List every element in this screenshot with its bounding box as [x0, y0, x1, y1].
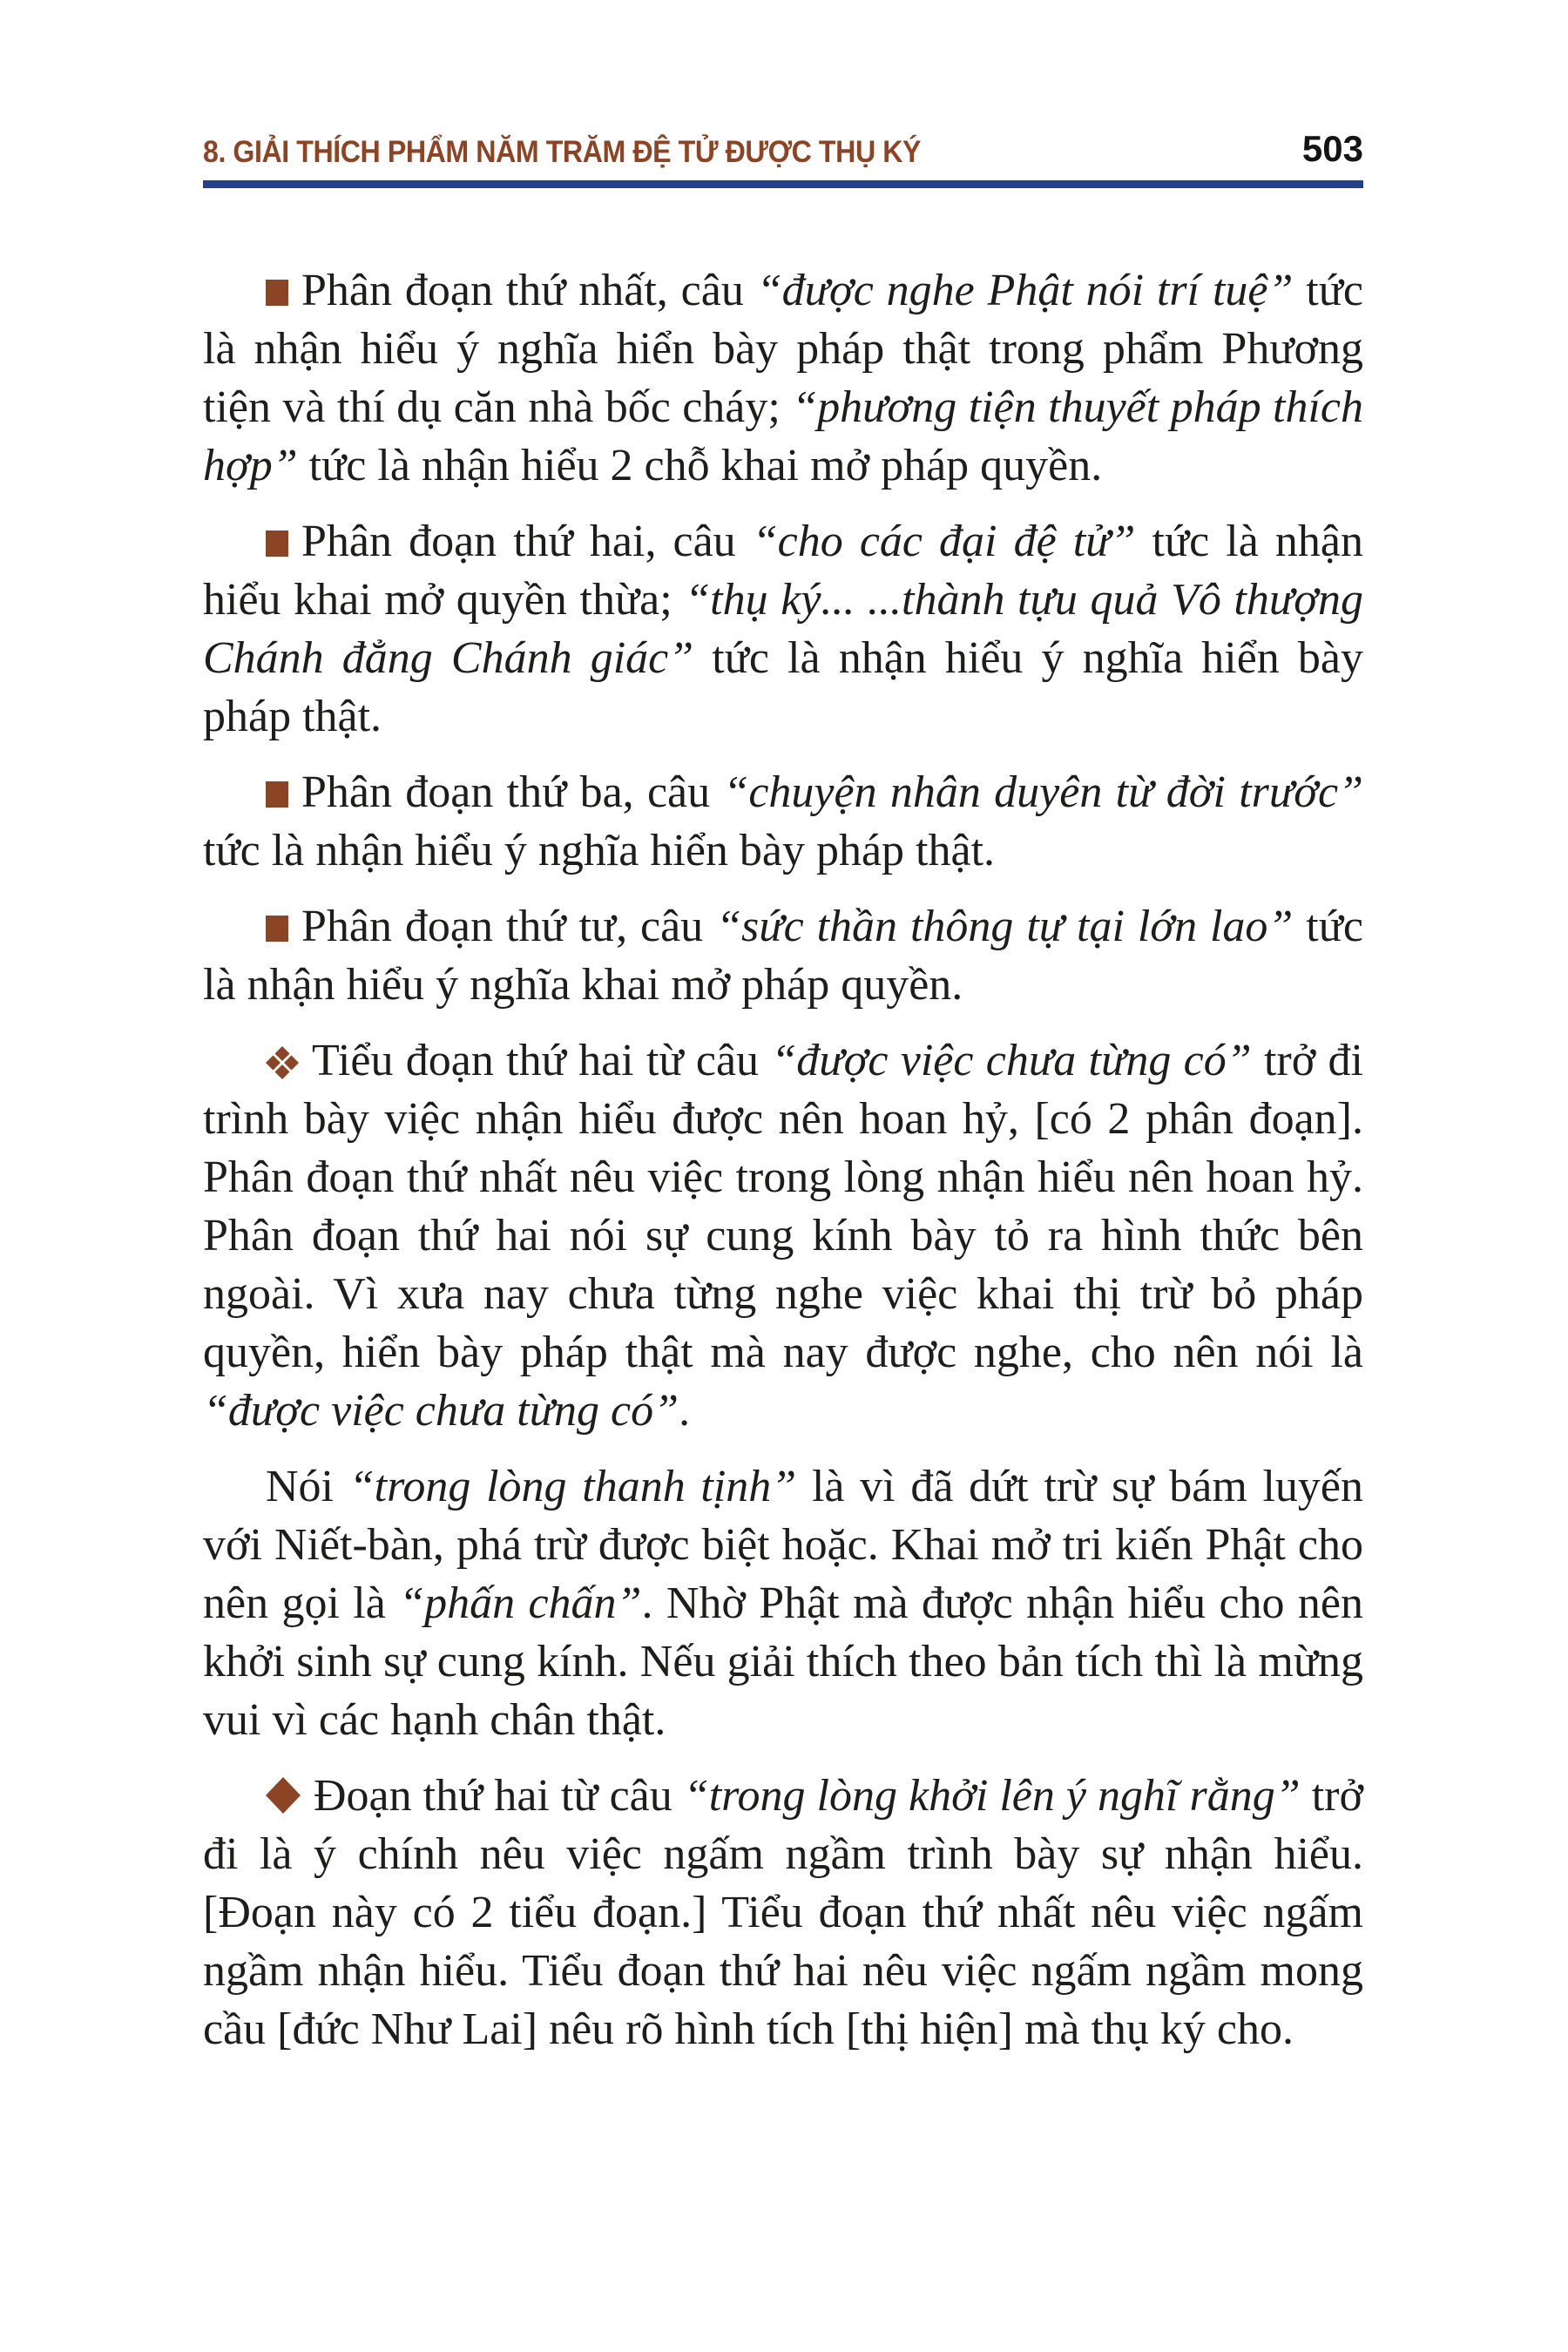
quoted-phrase: “được việc chưa từng có” — [771, 1036, 1252, 1085]
text-run: tức là nhận hiểu khai mở quyền thừa; — [203, 517, 1363, 625]
four-diamond-bullet-icon — [266, 1046, 299, 1079]
header-rule — [203, 180, 1363, 188]
paragraph-1 — [203, 261, 1363, 495]
text-run: Phân đoạn thứ hai, câu — [301, 517, 753, 566]
quoted-phrase: “được nghe Phật nói trí tuệ” — [756, 266, 1294, 315]
text-run: tức là nhận hiểu 2 chỗ khai mở pháp quyền. — [297, 441, 1103, 490]
page-header — [203, 128, 1363, 169]
quoted-phrase: “chuyện nhân duyên từ đời trước” — [723, 767, 1364, 817]
text-run: Phân đoạn thứ tư, câu — [301, 902, 717, 951]
text-run: là vì đã dứt trừ sự bám luyến với Niết-bàn, phá trừ được biệt hoặc. Khai mở tri kiến Phật cho nên gọi là — [203, 1462, 1364, 1628]
paragraph-7 — [203, 1767, 1363, 2058]
quoted-phrase: “thụ ký... ...thành tựu quả Vô thượng Chánh đẳng Chánh giác” — [203, 575, 1363, 683]
paragraph-6 — [203, 1457, 1363, 1749]
paragraph-5 — [203, 1031, 1363, 1440]
quoted-phrase: “trong lòng khởi lên ý nghĩ rằng” — [683, 1771, 1301, 1821]
text-run: tức là nhận hiểu ý nghĩa hiển bày pháp thật. — [203, 826, 996, 875]
square-bullet-icon — [266, 781, 288, 808]
text-run: tức là nhận hiểu ý nghĩa hiển bày pháp thật. — [203, 633, 1363, 741]
text-run: Tiểu đoạn thứ hai từ câu — [312, 1036, 772, 1085]
square-bullet-icon — [266, 280, 288, 306]
quoted-phrase: “sức thần thông tự tại lớn lao” — [716, 902, 1294, 951]
text-run: Phân đoạn thứ ba, câu — [301, 767, 724, 817]
page-number: 503 — [1301, 128, 1363, 169]
text-run: Phân đoạn thứ nhất, câu — [301, 266, 757, 315]
quoted-phrase: “phấn chấn” — [399, 1578, 642, 1628]
text-run: trở đi trình bày việc nhận hiểu được nên hoan hỷ, [có 2 phân đoạn]. Phân đoạn thứ nhất nêu việc trong lòng nhận hiểu nên hoan hỷ. Phân đoạn thứ hai nói sự cung kính bày tỏ ra hình thức bên ngoài. Vì xưa nay chưa từng nghe việc khai thị trừ bỏ pháp quyền, hiển bày pháp thật mà nay được nghe, cho nên nói là — [203, 1036, 1363, 1377]
quoted-phrase: “trong lòng thanh tịnh” — [348, 1462, 797, 1511]
paragraph-4 — [203, 897, 1363, 1014]
quoted-phrase: “phương tiện thuyết pháp thích hợp” — [203, 382, 1363, 490]
paragraph-3 — [203, 763, 1363, 880]
quoted-phrase: “cho các đại đệ tử” — [752, 517, 1136, 566]
square-bullet-icon — [266, 916, 288, 942]
chapter-title: 8. GIẢI THÍCH PHẨM NĂM TRĂM ĐỆ TỬ ĐƯỢC THỤ KÝ — [203, 135, 922, 169]
text-run: . Nhờ Phật mà được nhận hiểu cho nên khởi sinh sự cung kính. Nếu giải thích theo bản tích thì là mừng vui vì các hạnh chân thật. — [203, 1578, 1363, 1745]
text-run: tức là nhận hiểu ý nghĩa hiển bày pháp thật trong phẩm Phương tiện và thí dụ căn nhà bốc cháy; — [203, 266, 1364, 432]
square-bullet-icon — [266, 531, 288, 557]
text-run: . — [679, 1386, 691, 1436]
diamond-bullet-icon — [266, 1777, 301, 1814]
text-run: tức là nhận hiểu ý nghĩa khai mở pháp quyền. — [203, 902, 1363, 1010]
text-run: Đoạn thứ hai từ câu — [314, 1771, 684, 1821]
body-text — [203, 261, 1363, 2058]
text-run: trở đi là ý chính nêu việc ngấm ngầm trình bày sự nhận hiểu. [Đoạn này có 2 tiểu đoạn.] Tiểu đoạn thứ nhất nêu việc ngấm ngầm nhận hiểu. Tiểu đoạn thứ hai nêu việc ngấm ngầm mong cầu [đức Như Lai] nêu rõ hình tích [thị hiện] mà thụ ký cho. — [203, 1771, 1363, 2054]
quoted-phrase: “được việc chưa từng có” — [203, 1386, 679, 1436]
paragraph-2 — [203, 512, 1363, 746]
text-run: Nói — [266, 1462, 349, 1511]
